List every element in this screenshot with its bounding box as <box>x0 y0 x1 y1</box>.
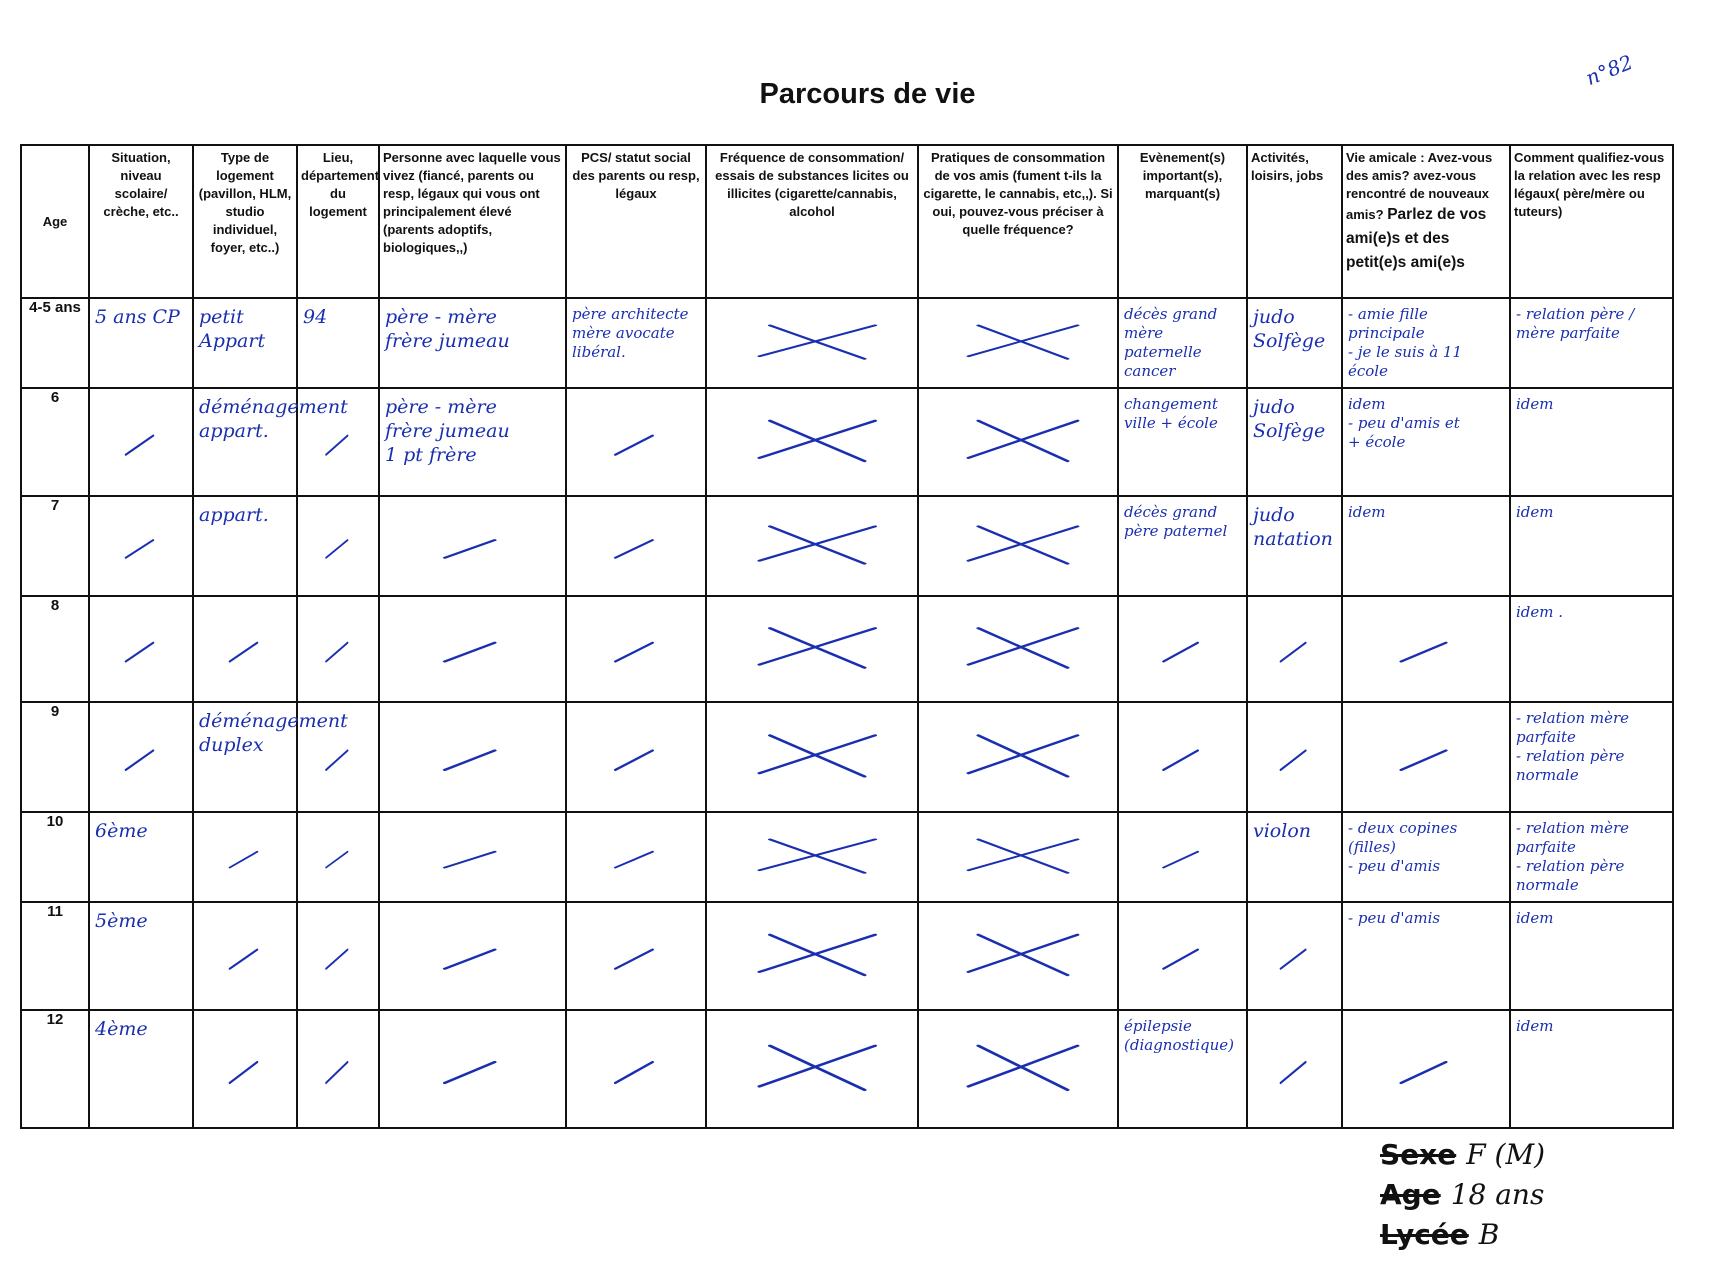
blank-mark <box>194 903 296 1009</box>
relation-cell <box>1510 596 1673 702</box>
handwritten-evenement: changement ville + école <box>1124 395 1218 432</box>
handwritten-relation: - relation mère parfaite - relation père normale <box>1516 819 1630 894</box>
blank-mark <box>567 389 705 495</box>
header-amicale <box>1342 145 1510 298</box>
cross-stroke-icon <box>969 839 1078 870</box>
page-title: Parcours de vie <box>759 78 976 110</box>
dash-stroke-icon <box>326 436 348 455</box>
blank-mark <box>1343 703 1509 811</box>
dash-stroke-icon <box>1163 852 1197 868</box>
lycee-value: B <box>1478 1218 1500 1251</box>
pratiques-cell-empty <box>918 1010 1118 1128</box>
pcs-cell-empty <box>566 702 706 812</box>
dash-stroke-icon <box>230 950 258 969</box>
dash-stroke-icon <box>326 1062 348 1083</box>
frequence-cell-empty <box>706 812 918 902</box>
header-amicale-extra: Parlez de vos ami(e)s et des petit(e)s ami(e)s <box>1346 206 1487 271</box>
amicale-cell-empty <box>1342 596 1510 702</box>
dash-stroke-icon <box>1163 751 1197 770</box>
lycee-line <box>1380 1215 1680 1255</box>
blank-mark <box>90 389 192 495</box>
handwritten-logement: appart. <box>199 504 269 526</box>
cross-stroke-icon <box>978 421 1067 461</box>
evenement-cell <box>1118 1010 1247 1128</box>
dash-stroke-icon <box>1281 643 1306 662</box>
logement-cell-empty <box>193 596 297 702</box>
dash-stroke-icon <box>230 852 258 868</box>
blank-mark <box>1248 903 1341 1009</box>
form-number: n°82 <box>1582 49 1637 91</box>
blank-mark <box>919 813 1117 901</box>
lieu-cell-empty <box>297 496 379 596</box>
age-cell: 4-5 ans <box>21 298 89 388</box>
pcs-cell-empty <box>566 388 706 496</box>
dash-stroke-icon <box>126 540 154 558</box>
handwritten-evenement: décès grand mère paternelle cancer <box>1124 305 1218 380</box>
dash-stroke-icon <box>126 643 154 662</box>
blank-mark <box>298 597 378 701</box>
lieu-cell-empty <box>297 596 379 702</box>
dash-stroke-icon <box>1163 950 1197 969</box>
handwritten-relation: - relation père / mère parfaite <box>1516 305 1635 342</box>
handwritten-situation: 6ème <box>95 820 148 842</box>
dash-stroke-icon <box>615 436 652 455</box>
table-row <box>21 388 1673 496</box>
amicale-cell <box>1342 496 1510 596</box>
cross-stroke-icon <box>760 935 876 972</box>
handwritten-logement: petit Appart <box>199 306 266 352</box>
table-row <box>21 1010 1673 1128</box>
situation-cell <box>89 902 193 1010</box>
logement-cell <box>193 388 348 496</box>
logement-cell-empty <box>193 812 297 902</box>
logement-cell <box>193 702 348 812</box>
activites-cell <box>1247 298 1342 388</box>
handwritten-relation: idem . <box>1516 603 1564 621</box>
cross-stroke-icon <box>969 526 1078 560</box>
cross-stroke-icon <box>969 1046 1078 1087</box>
handwritten-situation: 4ème <box>95 1018 148 1040</box>
activites-cell-empty <box>1247 1010 1342 1128</box>
handwritten-lieu: 94 <box>303 306 328 328</box>
dash-stroke-icon <box>1401 751 1446 770</box>
lieu-cell-empty <box>297 902 379 1010</box>
blank-mark <box>90 597 192 701</box>
dash-stroke-icon <box>445 540 495 558</box>
handwritten-evenement: décès grand père paternel <box>1124 503 1228 540</box>
handwritten-personne: père - mère frère jumeau 1 pt frère <box>385 396 510 466</box>
handwritten-amicale: idem <box>1348 503 1386 521</box>
handwritten-logement: déménagement duplex <box>199 710 348 756</box>
blank-mark <box>919 597 1117 701</box>
handwritten-evenement: épilepsie (diagnostique) <box>1124 1017 1235 1054</box>
age-label: Age <box>1380 1178 1441 1211</box>
header-logement: Type de logement (pavillon, HLM, studio individuel, foyer, etc..) <box>193 145 297 298</box>
relation-cell <box>1510 388 1673 496</box>
relation-cell <box>1510 902 1673 1010</box>
activites-cell <box>1247 496 1342 596</box>
evenement-cell <box>1118 388 1247 496</box>
personne-cell-empty <box>379 496 566 596</box>
cross-stroke-icon <box>978 628 1067 668</box>
amicale-cell <box>1342 298 1510 388</box>
age-cell: 7 <box>21 496 89 596</box>
handwritten-activites: judo Solfège <box>1253 306 1326 352</box>
relation-cell <box>1510 496 1673 596</box>
amicale-cell-empty <box>1342 702 1510 812</box>
header-personne: Personne avec laquelle vous vivez (fiancé, parents ou resp, légaux qui vous ont principalement élevé (parents adoptifs, biologiques,,) <box>379 145 566 298</box>
logement-cell <box>193 496 297 596</box>
personne-cell-empty <box>379 812 566 902</box>
situation-cell-empty <box>89 388 193 496</box>
dash-stroke-icon <box>1401 643 1446 662</box>
age-line <box>1380 1175 1680 1215</box>
cross-stroke-icon <box>770 325 865 358</box>
personne-cell-empty <box>379 596 566 702</box>
header-evenement: Evènement(s) important(s), marquant(s) <box>1118 145 1247 298</box>
activites-cell-empty <box>1247 902 1342 1010</box>
blank-mark <box>919 299 1117 387</box>
logement-cell-empty <box>193 1010 297 1128</box>
blank-mark <box>567 903 705 1009</box>
cross-stroke-icon <box>770 935 865 975</box>
cross-stroke-icon <box>969 935 1078 972</box>
blank-mark <box>298 813 378 901</box>
relation-cell <box>1510 812 1673 902</box>
pcs-cell <box>566 298 706 388</box>
handwritten-amicale: idem - peu d'amis et + école <box>1348 395 1460 451</box>
pratiques-cell-empty <box>918 298 1118 388</box>
pcs-cell-empty <box>566 1010 706 1128</box>
cross-stroke-icon <box>978 526 1067 563</box>
dash-stroke-icon <box>326 540 348 558</box>
cross-stroke-icon <box>770 1046 865 1090</box>
situation-cell-empty <box>89 702 193 812</box>
cross-stroke-icon <box>760 735 876 773</box>
frequence-cell-empty <box>706 702 918 812</box>
dash-stroke-icon <box>445 950 495 969</box>
header-lieu: Lieu, département du logement <box>297 145 379 298</box>
cross-stroke-icon <box>760 526 876 560</box>
frequence-cell-empty <box>706 1010 918 1128</box>
dash-stroke-icon <box>230 1062 258 1083</box>
relation-cell <box>1510 298 1673 388</box>
lycee-label: Lycée <box>1380 1218 1469 1251</box>
header-activites: Activités, loisirs, jobs <box>1247 145 1342 298</box>
blank-mark <box>298 903 378 1009</box>
cross-stroke-icon <box>760 421 876 458</box>
cross-stroke-icon <box>770 839 865 872</box>
dash-stroke-icon <box>615 540 652 558</box>
blank-mark <box>1343 1011 1509 1127</box>
blank-mark <box>194 813 296 901</box>
evenement-cell <box>1118 298 1247 388</box>
blank-mark <box>707 703 917 811</box>
personne-cell-empty <box>379 1010 566 1128</box>
situation-cell <box>89 298 193 388</box>
cross-stroke-icon <box>770 735 865 776</box>
dash-stroke-icon <box>126 436 154 455</box>
cross-stroke-icon <box>978 325 1067 358</box>
evenement-cell-empty <box>1118 902 1247 1010</box>
age-cell: 11 <box>21 902 89 1010</box>
pcs-cell-empty <box>566 902 706 1010</box>
table-row <box>21 812 1673 902</box>
dash-stroke-icon <box>326 751 348 770</box>
situation-cell-empty <box>89 496 193 596</box>
blank-mark <box>90 703 192 811</box>
frequence-cell-empty <box>706 902 918 1010</box>
personne-cell <box>379 298 566 388</box>
pcs-cell-empty <box>566 812 706 902</box>
handwritten-situation: 5 ans CP <box>95 306 180 328</box>
table-row <box>21 702 1673 812</box>
blank-mark <box>919 903 1117 1009</box>
sexe-label: Sexe <box>1380 1138 1457 1171</box>
blank-mark <box>567 813 705 901</box>
dash-stroke-icon <box>615 1062 652 1083</box>
cross-stroke-icon <box>978 935 1067 975</box>
handwritten-situation: 5ème <box>95 910 148 932</box>
cross-stroke-icon <box>760 325 876 356</box>
dash-stroke-icon <box>326 643 348 662</box>
lieu-cell-empty <box>297 388 379 496</box>
blank-mark <box>380 903 565 1009</box>
lieu-cell <box>297 298 379 388</box>
blank-mark <box>919 497 1117 595</box>
dash-stroke-icon <box>615 751 652 770</box>
handwritten-relation: idem <box>1516 1017 1554 1035</box>
pratiques-cell-empty <box>918 496 1118 596</box>
blank-mark <box>380 1011 565 1127</box>
sexe-line <box>1380 1135 1680 1175</box>
situation-cell-empty <box>89 596 193 702</box>
dash-stroke-icon <box>1281 950 1306 969</box>
cross-stroke-icon <box>770 526 865 563</box>
blank-mark <box>380 813 565 901</box>
blank-mark <box>567 597 705 701</box>
header-frequence: Fréquence de consommation/ essais de substances licites ou illicites (cigarette/cannabis, alcohol <box>706 145 918 298</box>
blank-mark <box>707 813 917 901</box>
personne-cell-empty <box>379 702 566 812</box>
blank-mark <box>707 389 917 495</box>
pratiques-cell-empty <box>918 702 1118 812</box>
logement-cell <box>193 298 297 388</box>
header-amicale-text: Vie amicale : Avez-vous des amis? avez-vous rencontré de nouveaux amis? <box>1346 150 1493 222</box>
logement-cell-empty <box>193 902 297 1010</box>
cross-stroke-icon <box>760 628 876 664</box>
dash-stroke-icon <box>1401 1062 1446 1083</box>
amicale-cell <box>1342 388 1510 496</box>
handwritten-relation: idem <box>1516 395 1554 413</box>
blank-mark <box>707 299 917 387</box>
blank-mark <box>567 1011 705 1127</box>
header-pcs: PCS/ statut social des parents ou resp, légaux <box>566 145 706 298</box>
cross-stroke-icon <box>978 1046 1067 1090</box>
amicale-cell <box>1342 812 1510 902</box>
blank-mark <box>380 703 565 811</box>
respondent-info <box>1380 1135 1680 1255</box>
age-cell: 10 <box>21 812 89 902</box>
dash-stroke-icon <box>326 852 348 868</box>
header-situation: Situation, niveau scolaire/ crèche, etc.. <box>89 145 193 298</box>
relation-cell <box>1510 702 1673 812</box>
handwritten-activites: judo Solfège <box>1253 396 1326 442</box>
evenement-cell-empty <box>1118 596 1247 702</box>
blank-mark <box>298 703 378 811</box>
dash-stroke-icon <box>615 950 652 969</box>
blank-mark <box>919 703 1117 811</box>
pratiques-cell-empty <box>918 812 1118 902</box>
pcs-cell-empty <box>566 496 706 596</box>
situation-cell <box>89 1010 193 1128</box>
blank-mark <box>707 1011 917 1127</box>
evenement-cell-empty <box>1118 702 1247 812</box>
pcs-cell-empty <box>566 596 706 702</box>
blank-mark <box>298 389 378 495</box>
frequence-cell-empty <box>706 388 918 496</box>
pratiques-cell-empty <box>918 902 1118 1010</box>
handwritten-logement: déménagement appart. <box>199 396 348 442</box>
activites-cell <box>1247 812 1342 902</box>
cross-stroke-icon <box>770 628 865 668</box>
cross-stroke-icon <box>760 839 876 870</box>
blank-mark <box>1248 703 1341 811</box>
header-age: Age <box>21 145 89 298</box>
blank-mark <box>90 497 192 595</box>
cross-stroke-icon <box>969 421 1078 458</box>
dash-stroke-icon <box>1281 751 1306 770</box>
frequence-cell-empty <box>706 496 918 596</box>
handwritten-activites: violon <box>1253 820 1312 842</box>
evenement-cell <box>1118 496 1247 596</box>
blank-mark <box>567 703 705 811</box>
sexe-value: F (M) <box>1466 1138 1546 1171</box>
blank-mark <box>919 389 1117 495</box>
blank-mark <box>380 497 565 595</box>
frequence-cell-empty <box>706 596 918 702</box>
handwritten-amicale: - deux copines (filles) - peu d'amis <box>1348 819 1458 875</box>
dash-stroke-icon <box>445 751 495 770</box>
blank-mark <box>707 597 917 701</box>
cross-stroke-icon <box>969 735 1078 773</box>
pratiques-cell-empty <box>918 388 1118 496</box>
table-row <box>21 298 1673 388</box>
handwritten-relation: idem <box>1516 503 1554 521</box>
lieu-cell-empty <box>297 1010 379 1128</box>
activites-cell-empty <box>1247 596 1342 702</box>
lieu-cell-empty <box>297 812 379 902</box>
age-cell: 6 <box>21 388 89 496</box>
handwritten-activites: judo natation <box>1253 504 1333 550</box>
handwritten-amicale: - amie fille principale - je le suis à 11 école <box>1348 305 1462 380</box>
personne-cell-empty <box>379 902 566 1010</box>
table-row <box>21 496 1673 596</box>
cross-stroke-icon <box>978 839 1067 872</box>
blank-mark <box>919 1011 1117 1127</box>
amicale-cell-empty <box>1342 1010 1510 1128</box>
cross-stroke-icon <box>969 628 1078 664</box>
dash-stroke-icon <box>615 852 652 868</box>
evenement-cell-empty <box>1118 812 1247 902</box>
age-value: 18 ans <box>1450 1178 1545 1211</box>
handwritten-relation: idem <box>1516 909 1554 927</box>
blank-mark <box>1119 597 1246 701</box>
dash-stroke-icon <box>615 643 652 662</box>
dash-stroke-icon <box>445 852 495 868</box>
blank-mark <box>298 1011 378 1127</box>
handwritten-pcs: père architecte mère avocate libéral. <box>572 305 689 361</box>
table-body <box>21 298 1673 1128</box>
blank-mark <box>194 597 296 701</box>
pratiques-cell-empty <box>918 596 1118 702</box>
dash-stroke-icon <box>230 643 258 662</box>
table-row <box>21 596 1673 702</box>
blank-mark <box>707 497 917 595</box>
header-relation: Comment qualifiez-vous la relation avec les resp légaux( père/mère ou tuteurs) <box>1510 145 1673 298</box>
life-course-table <box>20 144 1674 1129</box>
handwritten-personne: père - mère frère jumeau <box>385 306 510 352</box>
personne-cell <box>379 388 566 496</box>
activites-cell-empty <box>1247 702 1342 812</box>
age-cell: 8 <box>21 596 89 702</box>
amicale-cell <box>1342 902 1510 1010</box>
frequence-cell-empty <box>706 298 918 388</box>
blank-mark <box>1248 1011 1341 1127</box>
blank-mark <box>707 903 917 1009</box>
relation-cell <box>1510 1010 1673 1128</box>
blank-mark <box>1119 703 1246 811</box>
blank-mark <box>194 1011 296 1127</box>
lieu-cell-empty <box>297 702 379 812</box>
blank-mark <box>567 497 705 595</box>
table-row <box>21 902 1673 1010</box>
blank-mark <box>1119 903 1246 1009</box>
header-pratiques: Pratiques de consommation de vos amis (fument t-ils la cigarette, le cannabis, etc,,). Si oui, pouvez-vous préciser à quelle fréquence? <box>918 145 1118 298</box>
blank-mark <box>1119 813 1246 901</box>
handwritten-relation: - relation mère parfaite - relation père normale <box>1516 709 1630 784</box>
cross-stroke-icon <box>760 1046 876 1087</box>
header-row <box>21 145 1673 298</box>
cross-stroke-icon <box>770 421 865 461</box>
situation-cell <box>89 812 193 902</box>
activites-cell <box>1247 388 1342 496</box>
cross-stroke-icon <box>969 325 1078 356</box>
dash-stroke-icon <box>1281 1062 1306 1083</box>
age-cell: 12 <box>21 1010 89 1128</box>
age-cell: 9 <box>21 702 89 812</box>
blank-mark <box>380 597 565 701</box>
blank-mark <box>298 497 378 595</box>
handwritten-amicale: - peu d'amis <box>1348 909 1441 927</box>
blank-mark <box>1248 597 1341 701</box>
dash-stroke-icon <box>126 751 154 770</box>
dash-stroke-icon <box>326 950 348 969</box>
blank-mark <box>1343 597 1509 701</box>
dash-stroke-icon <box>1163 643 1197 662</box>
cross-stroke-icon <box>978 735 1067 776</box>
dash-stroke-icon <box>445 1062 495 1083</box>
dash-stroke-icon <box>445 643 495 662</box>
